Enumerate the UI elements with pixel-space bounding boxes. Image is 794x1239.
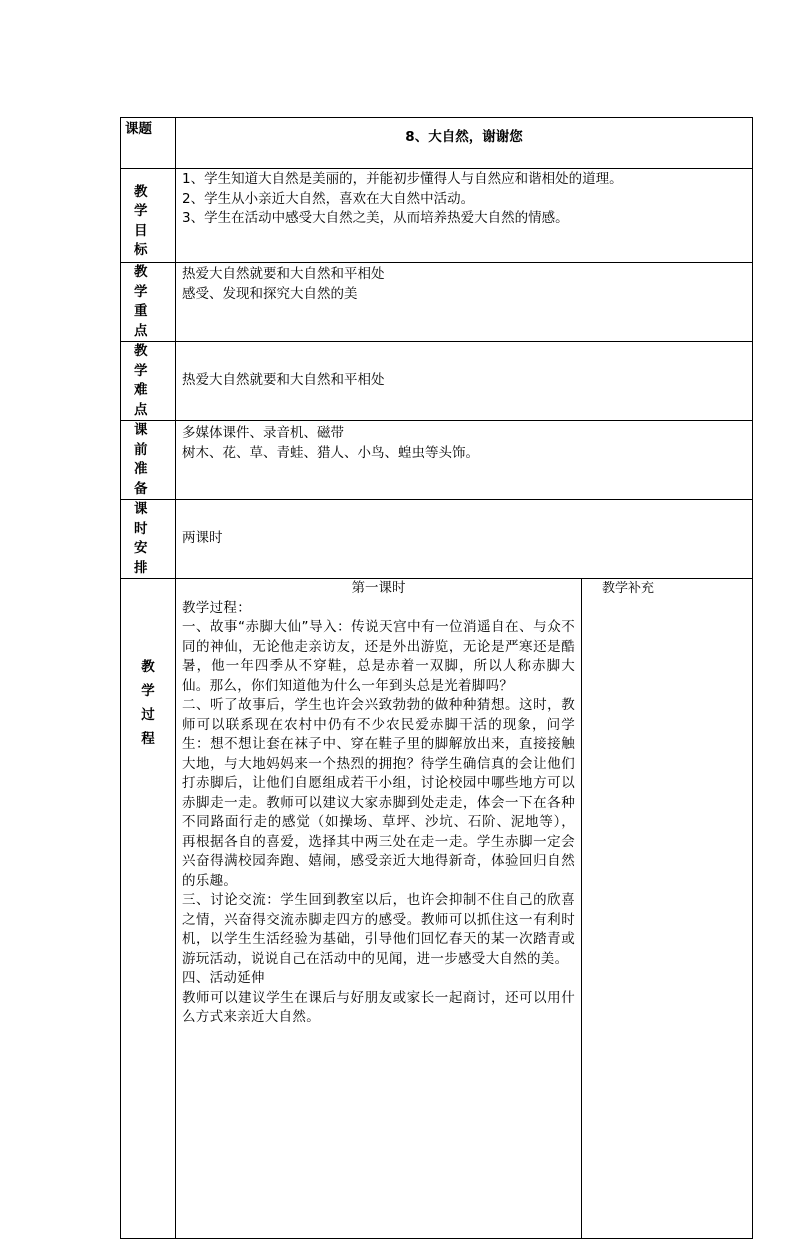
process-paragraph: 二、听了故事后，学生也许会兴致勃勃的做种种猜想。这时，教师可以联系现在农村中仍有不少农民爱赤脚干活的现象，问学生：想不想让套在袜子中、穿在鞋子里的脚解放出来，直接接触大地，与大地妈妈来一个热烈的拥抱？待学生确信真的会让他们打赤脚后，让他们自愿组成若干小组，讨论校园中哪些地方可以赤脚走一走。教师可以建议大家赤脚到处走走，体会一下在各种不同路面行走的感觉（如操场、草坪、沙坑、石阶、泥地等），再根据各自的喜爱，选择其中两三处在走一走。学生赤脚一定会兴奋得满校园奔跑、嬉闹，感受亲近大地得新奇，体验回归自然的乐趣。: [182, 697, 575, 889]
difficulty-text: 热爱大自然就要和大自然和平相处: [182, 372, 385, 389]
key-point-line: 热爱大自然就要和大自然和平相处: [182, 266, 385, 282]
process-paragraph: 一、故事“赤脚大仙”导入：传说天宫中有一位消遥自在、与众不同的神仙，无论他走亲访友，还是外出游览，无论是严寒还是酷暑，他一年四季从不穿鞋，总是赤着一双脚，所以人称赤脚大仙。那么，你们知道他为什么一年到头总是光着脚吗？: [182, 619, 575, 694]
process-paragraph: 三、讨论交流：学生回到教室以后，也许会抑制不住自己的欣喜之情，兴奋得交流赤脚走四方的感受。教师可以抓住这一有利时机，以学生生活经验为基础，引导他们回忆春天的某一次踏青或游玩活动，说说自己在活动中的见闻，进一步感受大自然的美。: [182, 892, 575, 967]
goals-row: [121, 169, 753, 263]
difficulties-row: [121, 342, 753, 421]
preparation-row: [121, 421, 753, 500]
process-label: 教 学 过 程: [121, 579, 176, 1239]
key-point-line: 感受、发现和探究大自然的美: [182, 285, 358, 302]
goals-label: 教 学 目 标: [121, 169, 176, 263]
goal-line: 3、学生在活动中感受大自然之美，从而培养热爱大自然的情感。: [182, 210, 569, 226]
preparation-line: 多媒体课件、录音机、磁带: [182, 425, 344, 441]
schedule-row: [121, 500, 753, 579]
schedule-label: 课 时 安 排: [121, 500, 176, 579]
key-points-row: [121, 263, 753, 342]
difficulties-label: 教 学 难 点: [121, 342, 176, 421]
goals-content: [176, 169, 753, 263]
supplement-label: 教学补充: [602, 581, 655, 596]
process-paragraph: 教师可以建议学生在课后与好朋友或家长一起商讨，还可以用什么方式来亲近大自然。: [182, 989, 575, 1025]
preparation-line: 树木、花、草、青蛙、猎人、小鸟、蝗虫等头饰。: [182, 444, 479, 461]
lesson-title: 8、大自然，谢谢您: [176, 118, 753, 169]
preparation-label: 课 前 准 备: [121, 421, 176, 500]
section-title: 第一课时: [351, 580, 406, 596]
process-content: [176, 579, 582, 1239]
supplement-column: [582, 579, 753, 1239]
schedule-content: [176, 500, 753, 579]
process-paragraph: 四、活动延伸: [182, 970, 265, 986]
goal-line: 2、学生从小亲近大自然，喜欢在大自然中活动。: [182, 190, 475, 207]
title-row: [121, 118, 753, 169]
key-points-content: [176, 263, 753, 342]
preparation-content: [176, 421, 753, 500]
process-paragraph: 教学过程：: [182, 599, 251, 616]
title-label: 课题: [121, 118, 176, 169]
difficulties-content: [176, 342, 753, 421]
key-points-label: 教 学 重 点: [121, 263, 176, 342]
lesson-plan-table: [120, 117, 753, 1239]
schedule-text: 两课时: [182, 530, 223, 547]
process-row: [121, 579, 753, 1239]
goal-line: 1、学生知道大自然是美丽的，并能初步懂得人与自然应和谐相处的道理。: [182, 171, 623, 187]
